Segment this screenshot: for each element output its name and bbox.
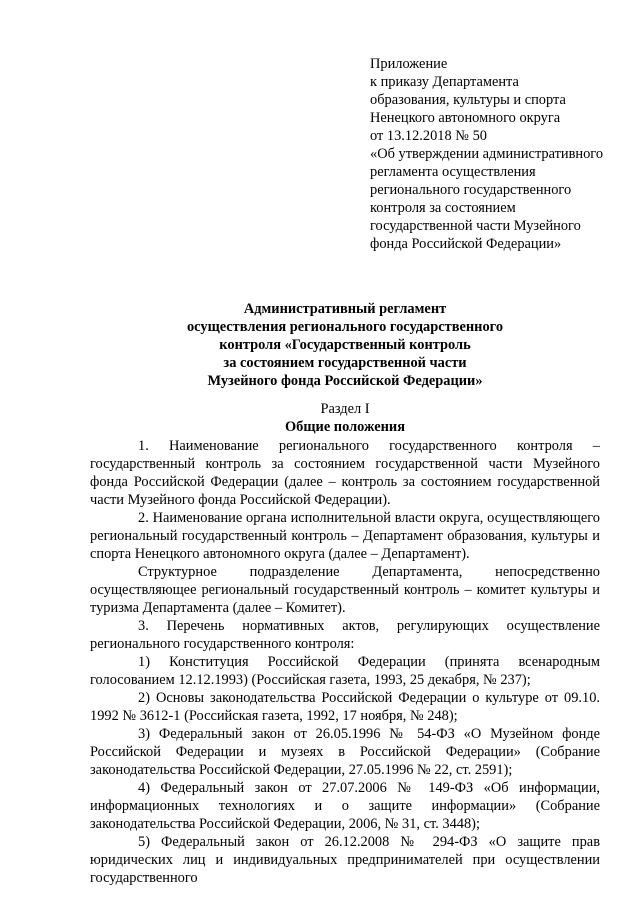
paragraph: 4) Федеральный закон от 27.07.2006 № 149-ФЗ «Об информации, информационных технологиях и о защите информации» (Собрание законодательства Российской Федерации, 2006, № 31, ст. 3448); <box>90 780 600 832</box>
appendix-line: «Об утверждении административного <box>370 146 604 162</box>
appendix-line: регламента осуществления <box>370 164 536 180</box>
appendix-line: регионального государственного <box>370 182 572 198</box>
appendix-line: к приказу Департамента <box>370 74 519 90</box>
appendix-line: образования, культуры и спорта <box>370 92 566 108</box>
paragraph: 2) Основы законодательства Российской Федерации о культуре от 09.10. 1992 № 3612-1 (Российская газета, 1992, 17 ноября, № 248); <box>90 690 600 724</box>
paragraph: 1) Конституция Российской Федерации (принята всенародным голосованием 12.12.1993) (Российская газета, 1993, 25 декабря, № 237); <box>90 654 600 688</box>
section-heading <box>90 400 600 436</box>
paragraph: 1. Наименование регионального государственного контроля – государственный контроль за состоянием государственной части Музейного фонда Российской Федерации (далее – контроль за состоянием государственной части Музейного фонда Российской Федерации). <box>90 438 600 508</box>
document-body <box>90 437 600 887</box>
section-number: Раздел I <box>320 401 370 417</box>
title-line: осуществления регионального государственного <box>186 319 504 335</box>
appendix-line: контроля за состоянием <box>370 200 516 216</box>
paragraph: 3. Перечень нормативных актов, регулирующих осуществление регионального государственного контроля: <box>90 618 600 652</box>
section-name: Общие положения <box>284 419 406 435</box>
appendix-line: Ненецкого автономного округа <box>370 110 561 126</box>
title-line: Административный регламент <box>243 301 447 317</box>
paragraph: 2. Наименование органа исполнительной власти округа, осуществляющего региональный государственный контроль – Департамент образования, культуры и спорта Ненецкого автономного округа (далее – Департамент). <box>90 510 600 562</box>
appendix-line: фонда Российской Федерации» <box>370 236 562 252</box>
document-title <box>90 300 600 390</box>
appendix-block <box>370 55 630 253</box>
paragraph: 3) Федеральный закон от 26.05.1996 № 54-ФЗ «О Музейном фонде Российской Федерации и музеях в Российской Федерации» (Собрание законодательства Российской Федерации, 27.05.1996 № 22, ст. 2591); <box>90 726 600 778</box>
appendix-line: Приложение <box>370 56 448 72</box>
title-line: за состоянием государственной части <box>223 355 467 371</box>
title-line: контроля «Государственный контроль <box>219 337 471 353</box>
appendix-line: от 13.12.2018 № 50 <box>370 128 487 144</box>
appendix-line: государственной части Музейного <box>370 218 581 234</box>
paragraph: 5) Федеральный закон от 26.12.2008 № 294-ФЗ «О защите прав юридических лиц и индивидуальных предпринимателей при осуществлении государственного <box>90 834 600 886</box>
paragraph: Структурное подразделение Департамента, непосредственно осуществляющее региональный государственный контроль – комитет культуры и туризма Департамента (далее – Комитет). <box>90 564 600 616</box>
title-line: Музейного фонда Российской Федерации» <box>207 373 483 389</box>
